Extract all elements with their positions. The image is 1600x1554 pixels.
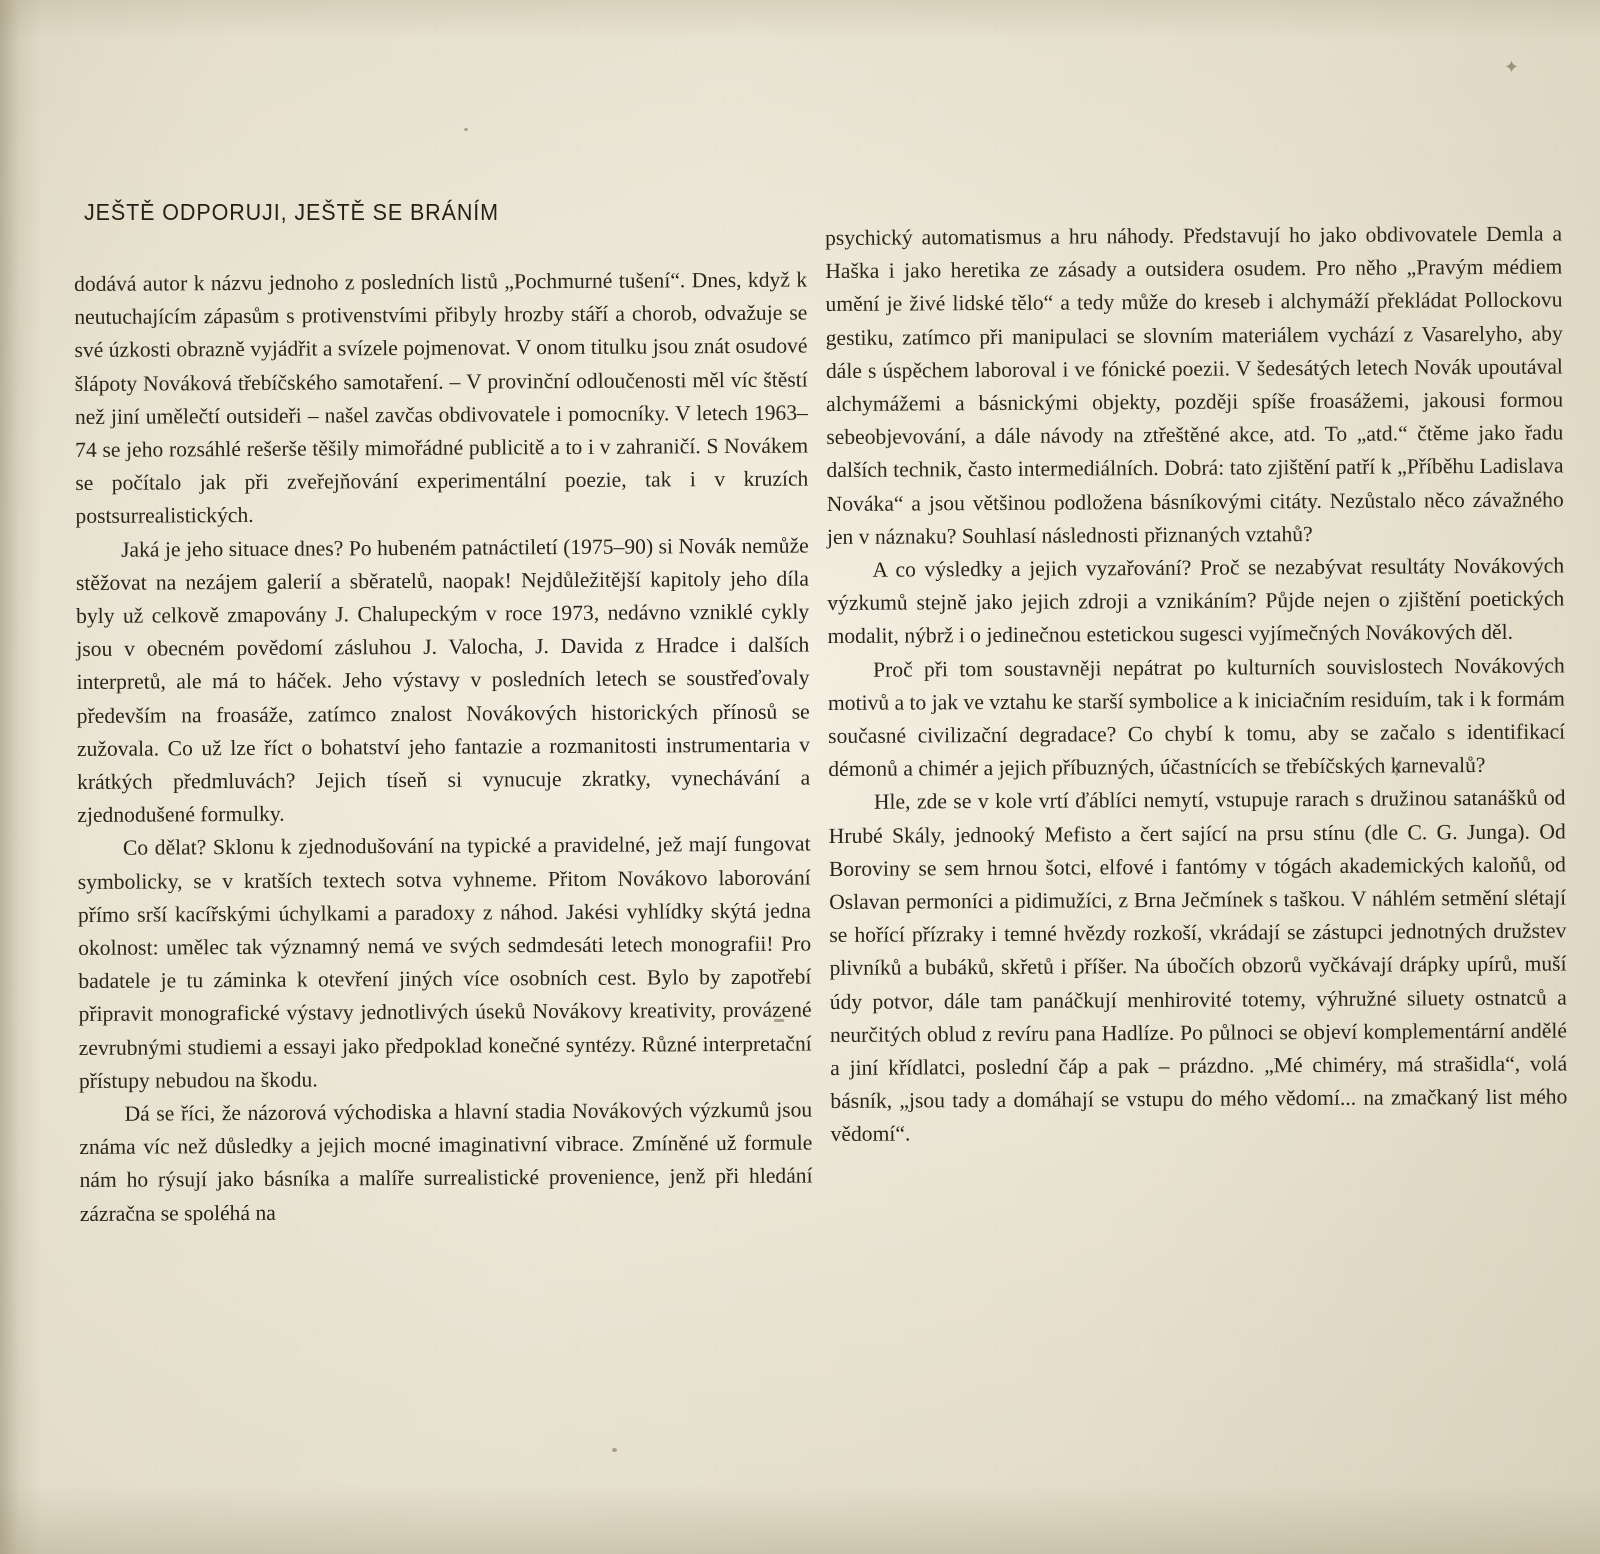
running-head: JEŠTĚ ODPORUJI, JEŠTĚ SE BRÁNÍM [84,200,499,226]
column-left [74,264,813,1231]
paragraph: Co dělat? Sklonu k zjednodušování na typické a pravidelné, jež mají fungovat symbolicky, se v kratších textech sotva vyhneme. Přitom Novákovo laborování přímo srší kacířskými úchylkami a paradoxy z náhod. Jakési vyhlídky skýtá jedna okolnost: umělec tak významný nemá ve svých sedmdesáti letech monografii! Pro badatele je tu záminka k otevření jiných více osobních cest. Bylo by zapotřebí připravit monografické výstavy jednotlivých úseků Novákovy kreativity, provázené zevrubnými studiemi a essayi jako předpoklad konečné syntézy. Různé interpretační přístupy nebudou na škodu. [77,831,812,1093]
paragraph: psychický automatismus a hru náhody. Představují ho jako obdivovatele Demla a Haška i jako heretika ze zásady a outsidera osudem. Pro něho „Pravým médiem umění je živé lidské tělo“ a tedy může do kreseb i alchymáží překládat Pollockovu gestiku, zatímco při manipulaci se slovním materiálem vychází z Vasarelyho, aby dále s úspěchem laboroval i ve fónické poezii. V šedesátých letech Novák upoutával alchymážemi a básnickými objekty, později spíše froasážemi, jakousi formou sebeobjevování, a dále návody na ztřeštěné akce, atd. To „atd.“ čtěme jako řadu dalších technik, často intermediálních. Dobrá: tato zjištění patří k „Příběhu Ladislava Nováka“ a jsou většinou podložena básníkovými citáty. Nezůstalo něco závažného jen v náznaku? Souhlasí následnosti přiznaných vztahů? [825,221,1564,549]
corner-speck-icon: ✦ [1504,57,1520,77]
paragraph: Dá se říci, že názorová východiska a hlavní stadia Novákových výzkumů jsou známa víc než důsledky a jejich mocné imaginativní vibrace. Zmíněné už formule nám ho rýsují jako básníka a malíře surrealistické provenience, jenž při hledání zázračna se spoléhá na [79,1097,813,1226]
paragraph: Hle, zde se v kole vrtí ďáblíci nemytí, vstupuje rarach s družinou satanášků od Hrubé Skály, jednooký Mefisto a čert sající na prsu stínu (dle C. G. Junga). Od Boroviny se sem hrnou šotci, elfové i fantómy v tógách akademických kaloňů, od Oslavan permoníci a pidimužíci, z Brna Ječmínek s taškou. V náhlém setmění slétají se hořící přízraky i temné hvězdy rozkoší, vkrádají se zástupci jednotných družstev plivníků a bubáků, skřetů i příšer. Na úbočích obzorů vyčkávají drápky upírů, muší údy potvor, dále tam panáčkují menhirovité totemy, výhružné siluety ostnatců a neurčitých oblud z revíru pana Hadlíze. Po půlnoci se objeví komplementární andělé a jiní křídlatci, poslední čáp a pak – prázdno. „Mé chiméry, má strašidla“, volá básník, „jsou tady a domáhají se vstupu do mého vědomí... na zmačkaný list mého vědomí“. [828,785,1568,1147]
column-right [825,217,1568,1151]
paragraph: dodává autor k názvu jednoho z posledních listů „Pochmurné tušení“. Dnes, když k neutuchajícím zápasům s protivenstvími přibyly hrozby stáří a chorob, odvažuje se své úzkosti obrazně vyjádřit a svízele pojmenovat. V onom titulku jsou znát osudové šlápoty Nováková třebíčského samotaření. – V provinční odloučenosti měl víc štěstí než jiní umělečtí outsideři – našel zavčas obdivovatele i pomocníky. V letech 1963–74 se jeho rozsáhlé rešerše těšily mimořádné publicitě a to i v zahraničí. S Novákem se počítalo jak při zveřejňování experimentální poezie, tak i v kruzích postsurrealistických. [74,267,809,529]
paragraph: Jaká je jeho situace dnes? Po hubeném patnáctiletí (1975–90) si Novák nemůže stěžovat na nezájem galerií a sběratelů, naopak! Nejdůležitější kapitoly jeho díla byly už celkově zmapovány J. Chalupeckým v roce 1973, nedávno vzniklé cykly jsou v obecném povědomí zásluhou J. Valocha, J. Davida z Hradce i dalších interpretů, ale má to háček. Jeho výstavy v posledních letech se soustřeďovaly především na froasáže, zatímco znalost Novákových historických přínosů se zužovala. Co už lze říct o bohatství jeho fantazie a rozmanitosti instrumentaria v krátkých předmluvách? Jejich tíseň si vynucuje zkratky, vynechávání a zjednodušené formulky. [75,533,811,828]
paragraph: A co výsledky a jejich vyzařování? Proč se nezabývat resultáty Novákových výzkumů stejně jako jejich zdroji a vznikáním? Půjde nejen o zjištění poetických modalit, nýbrž i o jedinečnou estetickou sugesci vyjímečných Novákových děl. [827,553,1565,649]
paragraph: Proč při tom soustavněji nepátrat po kulturních souvislostech Novákových motivů a to jak ve vztahu ke starší symbolice a k iniciačním residuím, tak i k formám současné civilizační degradace? Co chybí k tomu, aby se začalo s identifikací démonů a chimér a jejich příbuzných, účastnících se třebíčských karnevalů? [827,653,1566,782]
